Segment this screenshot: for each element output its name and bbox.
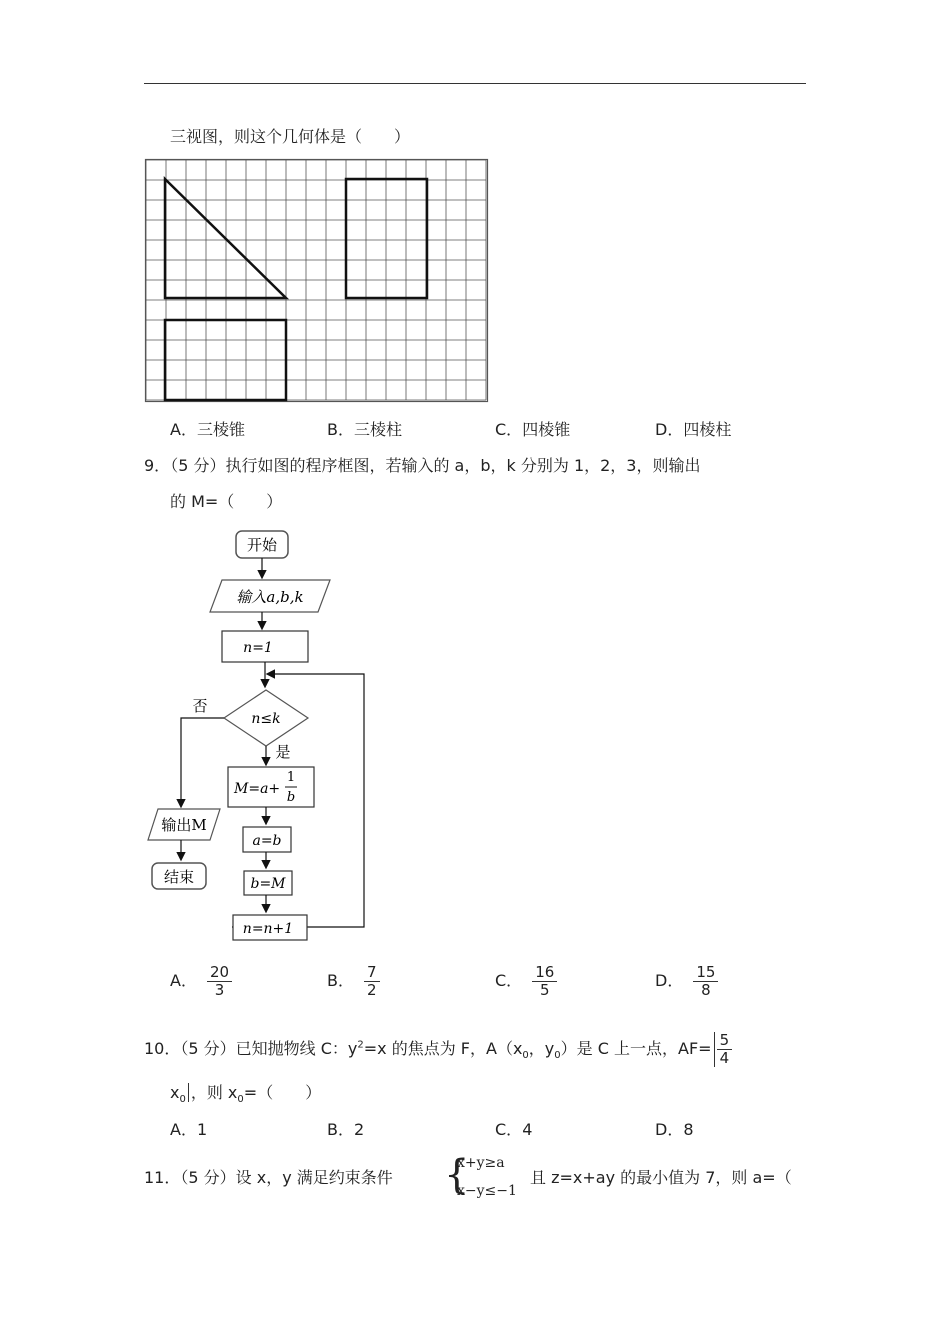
fraction-denominator: 2 [366,981,377,999]
q9-option-b[interactable] [327,964,380,999]
option-fraction [532,964,557,999]
option-letter: D． [655,1120,684,1139]
q9-line1 [144,456,700,476]
q11-constraint-2: x−y≤−1 [457,1183,517,1199]
q8-option-c[interactable] [495,420,570,440]
question-number: 9． [144,456,171,475]
q10-line2 [170,1083,321,1110]
fraction-numerator: 16 [532,964,557,982]
option-letter: A． [170,1120,197,1139]
header-rule [144,83,806,84]
q10-text-c: ，y [528,1039,555,1058]
q9-option-a[interactable] [170,964,232,999]
flow-input-label: 输入a,b,k [236,588,304,606]
option-letter: C． [495,971,523,990]
option-text: 三棱锥 [196,420,245,439]
three-view-grid-figure [144,158,490,404]
flow-decision-label: n≤k [251,711,281,727]
option-letter: A． [170,420,197,439]
question-number: 11． [144,1168,181,1187]
question-number: 10． [144,1039,181,1058]
q10-x: x [170,1083,180,1102]
flow-yes-label: 是 [275,743,291,761]
option-fraction [207,964,232,999]
flow-assign-num: 1 [286,770,296,785]
q10-sub: 0 [237,1094,244,1106]
option-letter: B． [327,971,354,990]
q10-sup: 2 [357,1039,364,1051]
option-text: 2 [353,1120,365,1139]
q10-fraction [717,1032,733,1067]
fraction-numerator: 7 [364,964,380,982]
flow-start-label: 开始 [246,536,278,554]
flow-step-n-label: n=n+1 [242,921,294,937]
q10-text-d: ）是 C 上一点，AF= [560,1039,712,1058]
q8-option-a[interactable] [170,420,245,440]
q10-abs-close [186,1083,189,1102]
q10-text-b: =x 的焦点为 F，A（x [363,1039,523,1058]
option-text: 三棱柱 [353,420,402,439]
q10-line2-tail: =（ ） [243,1083,322,1102]
q10-abs-frac [714,1032,733,1067]
q9-line2: 的 M=（ ） [170,492,283,511]
q9-option-d[interactable] [655,964,718,999]
q10-sub: 0 [554,1050,561,1062]
option-text: 8 [683,1120,694,1139]
fraction-numerator: 5 [717,1032,733,1050]
option-letter: D． [655,971,684,990]
q10-sub: 0 [179,1094,186,1106]
q10-line1 [144,1032,732,1067]
option-letter: B． [327,1120,354,1139]
q10-option-d[interactable] [655,1120,694,1140]
question-text: （5 分）执行如图的程序框图，若输入的 a，b，k 分别为 1，2，3，则输出 [170,456,701,475]
option-text: 1 [196,1120,208,1139]
q11-line1-start [144,1168,393,1188]
option-text: 4 [522,1120,533,1139]
q11-text-a: （5 分）设 x，y 满足约束条件 [180,1168,393,1187]
q8-option-b[interactable] [327,420,402,440]
option-fraction [364,964,380,999]
flow-no-label: 否 [192,697,208,715]
fraction-numerator: 20 [207,964,232,982]
option-letter: A． [170,971,197,990]
q10-option-c[interactable] [495,1120,532,1140]
flow-end-label: 结束 [163,868,195,886]
flow-step-a-label: a=b [252,833,282,849]
flow-output-label: 输出M [161,816,207,834]
q11-brace: { [444,1152,470,1198]
fraction-numerator: 15 [693,964,718,982]
q8-option-d[interactable] [655,420,731,440]
flow-assign-den: b [286,790,296,805]
flow-init-label: n=1 [243,640,273,656]
fraction-denominator: 5 [539,981,550,999]
q10-line2-text: ，则 x [190,1083,238,1102]
flow-no-branch [181,718,224,806]
q11-text-b: 且 z=x+ay 的最小值为 7，则 a=（ [530,1168,792,1187]
grid-border [146,160,488,402]
q10-sub: 0 [522,1050,529,1062]
fraction-denominator: 4 [719,1049,730,1067]
q10-option-a[interactable] [170,1120,207,1140]
option-letter: D． [655,420,684,439]
flowchart [140,525,380,945]
option-letter: C． [495,420,523,439]
q10-option-b[interactable] [327,1120,364,1140]
option-letter: B． [327,420,354,439]
fraction-denominator: 3 [214,981,225,999]
fraction-denominator: 8 [701,981,711,999]
option-letter: C． [495,1120,523,1139]
flow-assign-lhs: M=a+ [234,781,281,797]
q8-stem-tail: 三视图，则这个几何体是（ ） [170,127,411,146]
q9-option-c[interactable] [495,964,557,999]
option-text: 四棱锥 [522,420,571,439]
option-text: 四棱柱 [683,420,732,439]
flow-step-b-label: b=M [250,876,286,892]
q11-constraint-1: x+y≥a [457,1155,505,1171]
q10-text-a: （5 分）已知抛物线 C：y [180,1039,358,1058]
option-fraction [693,964,718,999]
